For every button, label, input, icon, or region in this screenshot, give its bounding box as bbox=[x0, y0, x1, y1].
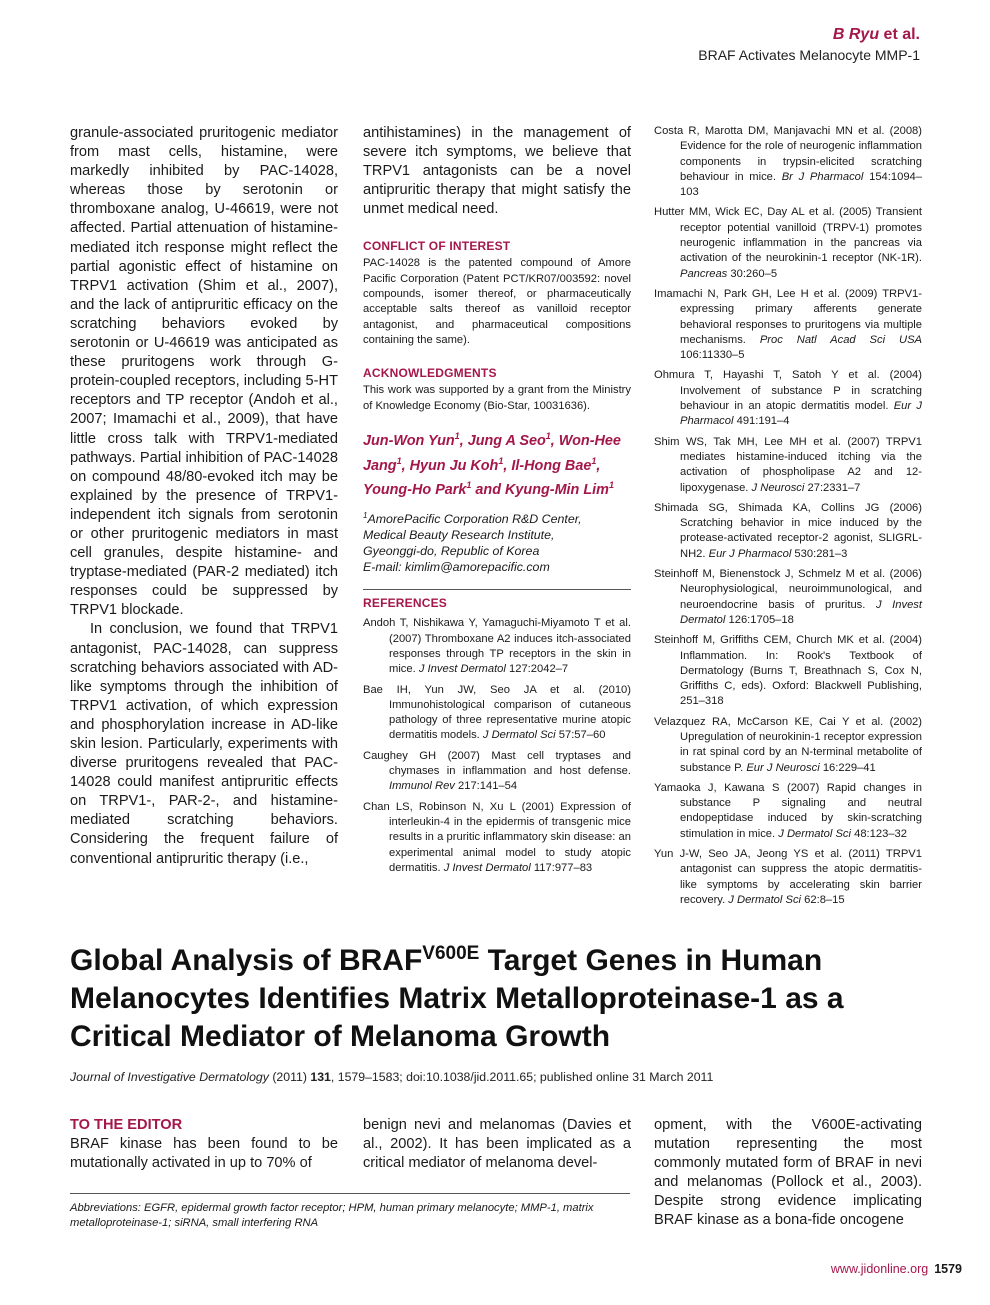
reference-item bbox=[654, 847, 922, 908]
author-separator: , bbox=[596, 457, 601, 474]
reference-journal: J Invest Dermatol bbox=[443, 861, 531, 874]
author-affiliation-sup: 1 bbox=[591, 455, 597, 466]
reference-journal: J Invest Dermatol bbox=[418, 663, 506, 676]
editor-text-1: BRAF kinase has been found to be mutationally activated in up to 70% of bbox=[70, 1136, 338, 1172]
author-affiliation-sup: 1 bbox=[608, 480, 614, 491]
author-separator: , bbox=[401, 457, 410, 474]
reference-journal: Proc Natl Acad Sci USA bbox=[759, 333, 923, 346]
references-heading: REFERENCES bbox=[363, 596, 448, 611]
affiliation-name bbox=[363, 508, 631, 527]
reference-item bbox=[363, 683, 631, 744]
reference-text: Yun J-W, Seo JA, Jeong YS et al. (2011) TRPV1 antagonist can suppress the atopic dermatitis-like symptoms by accelerating skin barrier recovery. bbox=[654, 848, 922, 906]
conflict-heading: CONFLICT OF INTEREST bbox=[363, 239, 511, 254]
reference-journal: J Dermatol Sci bbox=[728, 893, 802, 906]
article-title-superscript: V600E bbox=[422, 943, 480, 964]
author-list bbox=[363, 426, 631, 500]
reference-volume-pages: 117:977–83 bbox=[530, 861, 593, 874]
reference-volume-pages: 127:2042–7 bbox=[505, 663, 569, 676]
reference-text: Shim WS, Tak MH, Lee MH et al. (2007) TRPV1 mediates histamine-induced itching via the activation of phospholipase A2 and 12-lipoxygenase. bbox=[654, 435, 922, 494]
running-head-etal: et al. bbox=[879, 26, 920, 43]
reference-item bbox=[654, 781, 922, 842]
running-head-title: BRAF Activates Melanocyte MMP-1 bbox=[698, 47, 920, 63]
reference-journal: Immunol Rev bbox=[389, 780, 455, 793]
editor-column-2 bbox=[363, 1116, 631, 1173]
reference-item bbox=[654, 567, 922, 628]
article-title-part-1: Global Analysis of BRAF bbox=[70, 944, 423, 977]
citation-year: (2011) bbox=[268, 1070, 311, 1084]
reference-volume-pages: 154:1094–103 bbox=[680, 170, 922, 199]
editor-text-3: opment, with the V600E-activating mutation representing the most commonly mutated form of BRAF in nevi and melanomas (Pollock et al., 2003). Despite strong evidence implicating BRAF kinase as a bona-fide oncogene bbox=[654, 1117, 922, 1229]
reference-item bbox=[654, 435, 922, 496]
page-number: 1579 bbox=[934, 1262, 962, 1276]
reference-item bbox=[363, 616, 631, 677]
affiliation-email: E-mail: kimlim@amorepacific.com bbox=[363, 560, 550, 575]
column-2 bbox=[363, 124, 631, 881]
reference-text: Steinhoff M, Griffiths CEM, Church MK et al. (2004) Inflammation. In: Rook's Textbook of Dermatology (Burns T, Breathnach S, Cox N, Griffiths C, eds). Oxford: Blackwell Publishing, 251–318 bbox=[654, 634, 922, 708]
column-3 bbox=[654, 124, 922, 913]
citation-line bbox=[70, 1070, 713, 1084]
reference-text: Hutter MM, Wick EC, Day AL et al. (2005) Transient receptor potential vanilloid (TRPV-1) promotes neurogenic inflammation in the pancreas via activation of the neurokinin-1 receptor (NK-1R). bbox=[654, 206, 922, 265]
ack-heading: ACKNOWLEDGMENTS bbox=[363, 366, 497, 381]
reference-volume-pages: 27:2331–7 bbox=[804, 481, 861, 494]
affiliation-sup: 1 bbox=[363, 511, 368, 521]
abbreviations-rule bbox=[70, 1193, 630, 1194]
reference-item bbox=[654, 124, 922, 200]
author-name: Won-Hee Jang bbox=[363, 432, 621, 474]
running-head bbox=[698, 26, 920, 63]
article-title bbox=[70, 935, 930, 1056]
reference-item bbox=[363, 749, 631, 795]
reference-text: Caughey GH (2007) Mast cell tryptases and chymases in inflammation and host defense. bbox=[363, 749, 631, 778]
author-separator: and bbox=[471, 482, 506, 499]
reference-journal: Eur J Pharmacol bbox=[680, 400, 922, 428]
reference-volume-pages: 62:8–15 bbox=[801, 893, 845, 906]
reference-item bbox=[654, 287, 922, 363]
reference-journal: Eur J Neurosci bbox=[746, 761, 820, 774]
column-1 bbox=[70, 124, 338, 869]
reference-text: Andoh T, Nishikawa Y, Yamaguchi-Miyamoto T et al. (2007) Thromboxane A2 induces itch-associated responses through TP receptors in the skin in mice. bbox=[363, 617, 631, 676]
author-name: Hyun Ju Koh bbox=[409, 457, 499, 474]
journal-url[interactable]: www.jidonline.org bbox=[830, 1262, 929, 1276]
reference-text: Ohmura T, Hayashi T, Satoh Y et al. (2004) Involvement of substance P in scratching behaviour in an atopic dermatitis model. bbox=[654, 369, 922, 413]
reference-journal: Eur J Pharmacol bbox=[708, 547, 792, 560]
author-affiliation-sup: 1 bbox=[466, 480, 472, 491]
references-list-left bbox=[363, 616, 631, 876]
editor-column-1 bbox=[70, 1116, 338, 1173]
reference-volume-pages: 48:123–32 bbox=[851, 827, 907, 840]
editor-column-3 bbox=[654, 1116, 922, 1231]
author-name: Jung A Seo bbox=[467, 432, 546, 449]
reference-journal: J Neurosci bbox=[751, 481, 805, 494]
citation-details: , 1579–1583; doi:10.1038/jid.2011.65; published online 31 March 2011 bbox=[330, 1070, 714, 1084]
footer bbox=[831, 1262, 962, 1276]
reference-item bbox=[654, 633, 922, 709]
reference-journal: Br J Pharmacol bbox=[781, 170, 864, 183]
reference-volume-pages: 530:281–3 bbox=[791, 547, 848, 560]
reference-volume-pages: 16:229–41 bbox=[819, 761, 876, 774]
reference-text: Chan LS, Robinson N, Xu L (2001) Expression of interleukin-4 in the epidermis of transgenic mice results in a pruritic inflammatory skin disease: an experimental animal model to study atopic dermatitis. bbox=[363, 800, 631, 874]
author-name: Il-Hong Bae bbox=[511, 457, 592, 474]
affiliation bbox=[363, 508, 631, 575]
body-paragraph-3: antihistamines) in the management of severe itch symptoms, we believe that TRPV1 antagonists can be a novel antipruritic therapy that might satisfy the unmet medical need. bbox=[363, 125, 631, 218]
author-name: Kyung-Min Lim bbox=[505, 482, 609, 499]
author-affiliation-sup: 1 bbox=[545, 430, 551, 441]
conflict-text: PAC-14028 is the patented compound of Amore Pacific Corporation (Patent PCT/KR07/003592: novel compounds, isomer thereof, or pharmaceutically acceptable salts thereof as vanilloid receptor antagonist, and pharmaceutical compositions containing the same). bbox=[363, 257, 631, 346]
author-separator: , bbox=[459, 432, 468, 449]
affiliation-org: AmorePacific Corporation R&D Center, bbox=[367, 512, 582, 527]
author-name: Jun-Won Yun bbox=[363, 432, 455, 449]
reference-volume-pages: 57:57–60 bbox=[555, 729, 606, 742]
affiliation-line-3: Gyeonggi-do, Republic of Korea bbox=[363, 544, 540, 559]
author-affiliation-sup: 1 bbox=[454, 430, 460, 441]
reference-text: Yamaoka J, Kawana S (2007) Rapid changes in substance P signaling and neutral endopeptidase induced by skin-scratching stimulation in mice. bbox=[654, 781, 922, 840]
reference-text: Steinhoff M, Bienenstock J, Schmelz M et al. (2006) Neurophysiological, neuroimmunological, and neuroendocrine basis of pruritus. bbox=[654, 568, 922, 611]
affiliation-line-2: Medical Beauty Research Institute, bbox=[363, 528, 555, 543]
reference-volume-pages: 126:1705–18 bbox=[725, 613, 794, 626]
abbreviations: Abbreviations: EGFR, epidermal growth factor receptor; HPM, human primary melanocyte; MMP-1, matrix metalloproteinase-1; siRNA, small interfering RNA bbox=[70, 1202, 594, 1229]
reference-journal: J Dermatol Sci bbox=[482, 729, 556, 742]
references-rule bbox=[363, 589, 631, 590]
author-affiliation-sup: 1 bbox=[396, 455, 402, 466]
author-affiliation-sup: 1 bbox=[498, 455, 504, 466]
ack-text: This work was supported by a grant from the Ministry of Knowledge Economy (Bio-Star, 10031636). bbox=[363, 384, 631, 412]
reference-item bbox=[654, 501, 922, 562]
reference-journal: J Dermatol Sci bbox=[778, 827, 851, 840]
author-separator: , bbox=[550, 432, 559, 449]
reference-item bbox=[654, 715, 922, 776]
reference-item bbox=[654, 205, 922, 281]
running-head-authors bbox=[698, 26, 920, 44]
reference-item bbox=[363, 800, 631, 876]
reference-text: Shimada SG, Shimada KA, Collins JG (2006) Scratching behavior in mice induced by the protease-activated receptor-2 agonist, SLIGRL-NH2. bbox=[654, 501, 922, 560]
editor-text-2: benign nevi and melanomas (Davies et al., 2002). It has been implicated as a critical mediator of melanoma devel- bbox=[363, 1117, 631, 1172]
reference-journal: Pancreas bbox=[680, 267, 728, 280]
reference-text: Bae IH, Yun JW, Seo JA et al. (2010) Immunohistological comparison of cutaneous pathology of three representative murine atopic dermatitis models. bbox=[363, 683, 631, 742]
reference-text: Imamachi N, Park GH, Lee H et al. (2009) TRPV1-expressing primary afferents generate behavioral responses to pruritogens via multiple mechanisms. bbox=[654, 287, 922, 346]
reference-volume-pages: 217:141–54 bbox=[454, 780, 518, 793]
editor-heading: TO THE EDITOR bbox=[70, 1117, 183, 1133]
citation-journal: Journal of Investigative Dermatology bbox=[70, 1070, 269, 1084]
reference-text: Velazquez RA, McCarson KE, Cai Y et al. (2002) Upregulation of neurokinin-1 receptor expression in rat spinal cord by an N-terminal metabolite of substance P. bbox=[654, 715, 922, 774]
reference-volume-pages: 491:191–4 bbox=[733, 415, 790, 428]
author-separator: , bbox=[503, 457, 512, 474]
body-paragraph-2: In conclusion, we found that TRPV1 antagonist, PAC-14028, can suppress scratching behaviors associated with AD-like symptoms through the inhibition of TRPV1 activation, of which expression and phosphorylation increase in AD-like skin lesion. Particularly, experiments with diverse pruritogens revealed that PAC-14028 could manifest antipruritic effects on TRPV1-, PAR-2-, and histamine-mediated scratching behaviors. Considering the frequent failure of conventional antipruritic therapy (i.e., bbox=[70, 621, 338, 867]
citation-volume: 131 bbox=[310, 1070, 331, 1084]
author-name: Young-Ho Park bbox=[363, 482, 467, 499]
body-paragraph-1: granule-associated pruritogenic mediator from mast cells, histamine, were markedly inhibited by PAC-14028, whereas those by serotonin or thromboxane analog, U-46619, were not affected. Partial attenuation of histamine-mediated itch response might reflect the partial agonistic effect of histamine on TRPV1 activation (Shim et al., 2007), and the lack of antipruritic efficacy on the scratching behaviors evoked by serotonin or U-46619 was anticipated as these pruritogens work through G-protein-coupled receptors, including 5-HT receptors and TP receptor (Andoh et al., 2007; Imamachi et al., 2009), that have little cross talk with TRPV1-mediated pathways. Partial inhibition of PAC-14028 on compound 48/80-evoked itch may be explained by the presence of TRPV1-independent itch signals from serotonin or other pruritogenic mediators in mast cell granules, despite histamine- and tryptase-mediated (PAR-2 mediated) itch responses could be suppressed by TRPV1 blockade. bbox=[70, 125, 338, 619]
article-title-part-2: Target Genes in Human Melanocytes Identifies Matrix Metalloproteinase-1 as a Critical Mediator of Melanoma Growth bbox=[70, 944, 844, 1053]
reference-item bbox=[654, 368, 922, 429]
reference-text: Costa R, Marotta DM, Manjavachi MN et al. (2008) Evidence for the role of neurogenic inflammation components in trypsin-elicited scratching behaviour in mice. bbox=[654, 125, 922, 183]
reference-volume-pages: 30:260–5 bbox=[727, 267, 778, 280]
references-list-right bbox=[654, 124, 922, 908]
reference-journal: J Invest Dermatol bbox=[680, 598, 922, 626]
reference-volume-pages: 106:11330–5 bbox=[680, 349, 745, 362]
running-head-author-name: B Ryu bbox=[832, 26, 880, 43]
